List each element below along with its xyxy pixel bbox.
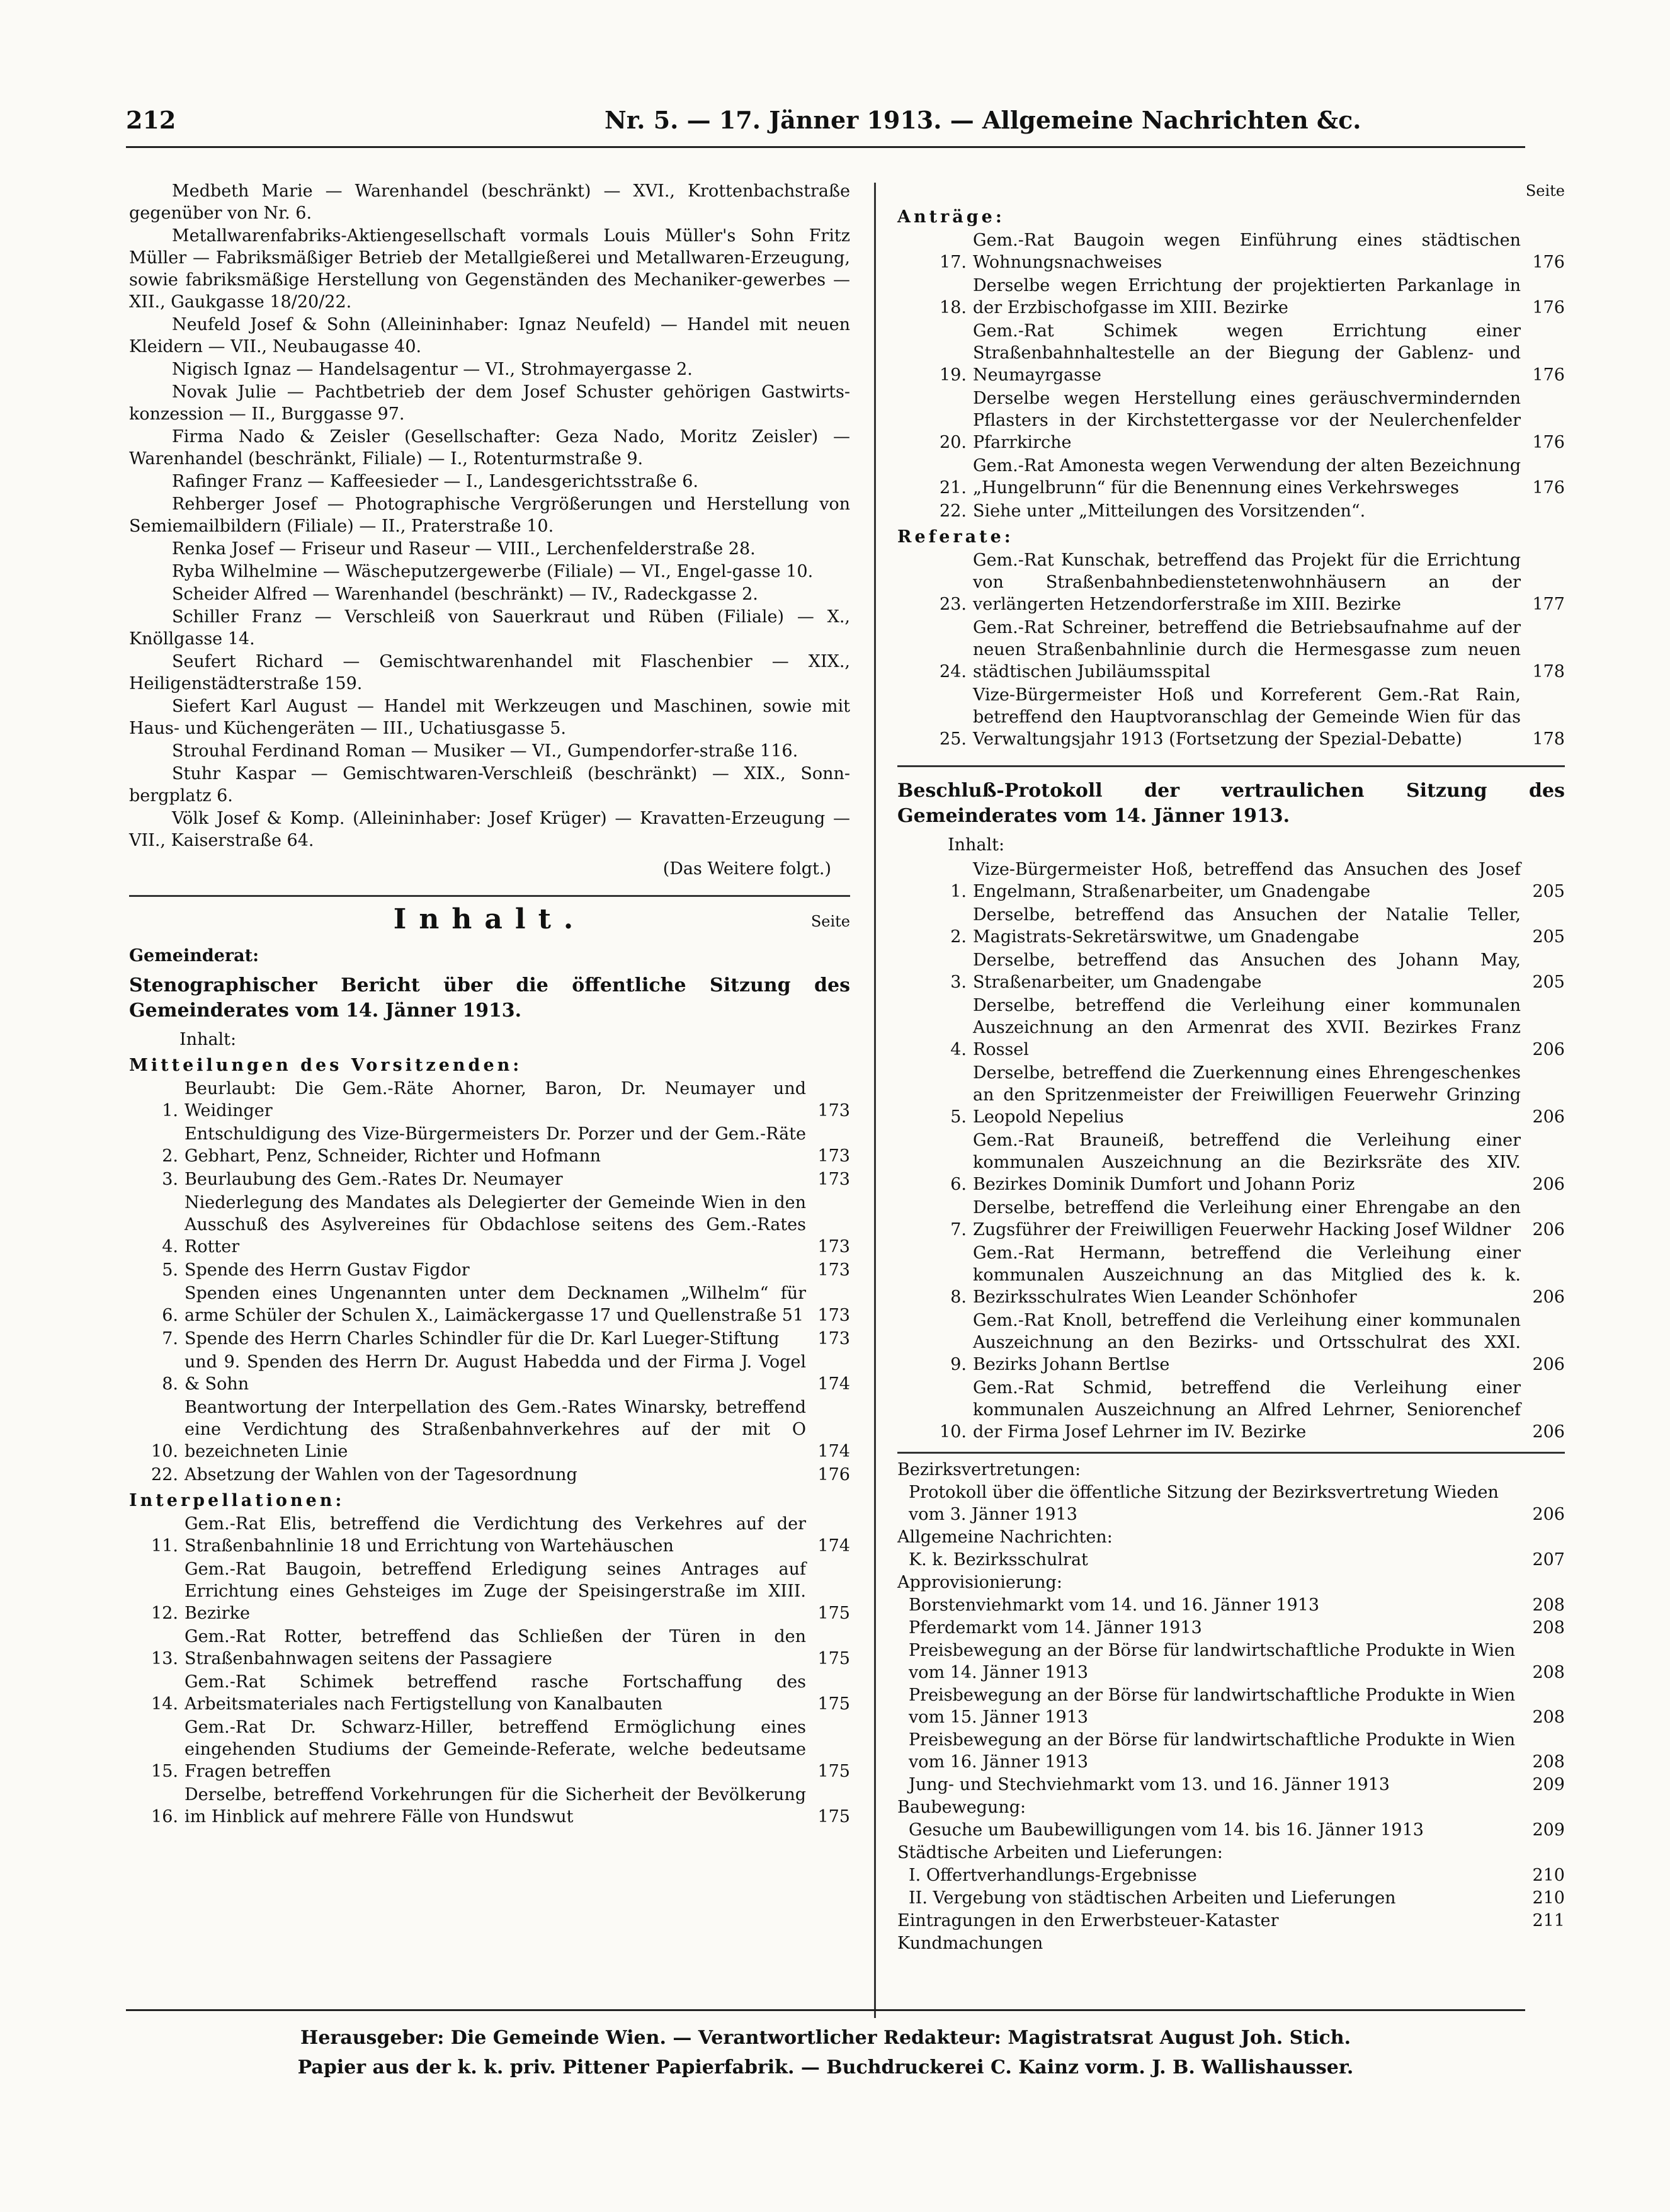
toc-text: Spende des Herrn Charles Schindler für die Dr. Karl Lueger-Stiftung bbox=[185, 1329, 780, 1348]
toc-text: Derselbe, betreffend das Ansuchen der Natalie Teller, Magistrats-Sekretärswitwe, um Gnadengabe bbox=[973, 905, 1521, 947]
toc-number: 10. bbox=[940, 1422, 967, 1442]
toc-page: 173 bbox=[817, 1146, 850, 1166]
toc-number: 4. bbox=[950, 1040, 967, 1059]
toc-item bbox=[129, 1626, 850, 1670]
toc-item bbox=[129, 1168, 850, 1190]
toc-page: 175 bbox=[817, 1649, 850, 1668]
contents-subheading: Inhalt: bbox=[179, 1030, 237, 1049]
toc-text: Derselbe, betreffend die Verleihung einer kommunalen Auszeichnung an den Armenrat des XVII. Bezirkes Franz Rossel bbox=[973, 996, 1521, 1059]
business-registrations bbox=[129, 180, 850, 852]
toc-item bbox=[897, 1242, 1565, 1308]
toc-page: 175 bbox=[817, 1694, 850, 1714]
toc-item bbox=[129, 1784, 850, 1828]
registration-entry: Metallwarenfabriks-Aktiengesellschaft vormals Louis Müller's Sohn Fritz Müller — Fabriksmäßiger Betrieb der Metallgießerei und Metallwaren-Erzeugung, sowie fabriksmäßige Herstellung von Gegenständen des Mechaniker-gewerbes — XII., Gaukgasse 18/20/22. bbox=[129, 226, 850, 312]
section-rule bbox=[897, 1452, 1565, 1454]
toc-page: 173 bbox=[817, 1237, 850, 1257]
toc-text: Gem.-Rat Rotter, betreffend das Schließen der Türen in den Straßenbahnwagen seitens der Passagiere bbox=[185, 1627, 806, 1668]
column-divider bbox=[874, 183, 876, 2018]
toc-item bbox=[129, 1464, 850, 1486]
toc-text: Derselbe wegen Errichtung der projektierten Parkanlage in der Erzbischofgasse im XIII. Bezirke bbox=[973, 276, 1521, 317]
toc-number: 2. bbox=[950, 927, 967, 947]
toc-text: und 9. Spenden des Herrn Dr. August Habedda und der Firma J. Vogel & Sohn bbox=[185, 1352, 806, 1394]
toc-list-referate bbox=[897, 549, 1565, 750]
registration-entry: Stuhr Kaspar — Gemischtwaren-Verschleiß (beschränkt) — XIX., Sonn-bergplatz 6. bbox=[129, 764, 850, 806]
toc-page: 176 bbox=[1532, 478, 1565, 498]
toc-section-heading bbox=[897, 1459, 1565, 1481]
toc-number: 16. bbox=[151, 1807, 178, 1827]
toc-page: 211 bbox=[1532, 1911, 1565, 1930]
toc-text: II. Vergebung von städtischen Arbeiten und Lieferungen bbox=[909, 1888, 1396, 1908]
toc-text: Absetzung der Wahlen von der Tagesordnung bbox=[185, 1465, 577, 1485]
registration-entry: Schiller Franz — Verschleiß von Sauerkraut und Rüben (Filiale) — X., Knöllgasse 14. bbox=[129, 607, 850, 649]
toc-item bbox=[897, 275, 1565, 319]
toc-number: 14. bbox=[151, 1694, 178, 1714]
toc-line-item bbox=[897, 1864, 1565, 1886]
toc-text: Eintragungen in den Erwerbsteuer-Kataster bbox=[897, 1911, 1279, 1930]
toc-item bbox=[129, 1671, 850, 1715]
toc-number: 10. bbox=[151, 1442, 178, 1461]
toc-text: Protokoll über die öffentliche Sitzung der Bezirksvertretung Wieden vom 3. Jänner 1913 bbox=[909, 1483, 1499, 1524]
toc-number: 12. bbox=[151, 1604, 178, 1623]
toc-item bbox=[897, 617, 1565, 683]
page-column-label: Seite bbox=[1525, 182, 1565, 200]
running-title: Nr. 5. — 17. Jänner 1913. — Allgemeine Nachrichten &c. bbox=[605, 106, 1361, 134]
running-header bbox=[126, 106, 1544, 144]
toc-page: 176 bbox=[1532, 253, 1565, 272]
toc-item bbox=[897, 500, 1565, 522]
toc-text: Gem.-Rat Kunschak, betreffend das Projekt für die Errichtung von Straßenbahnbedienstetenwohnhäusern an der verlängerten Hetzendorferstraße im XIII. Bezirke bbox=[973, 550, 1521, 614]
contents-title: Inhalt. bbox=[393, 903, 586, 935]
toc-line-item bbox=[897, 1594, 1565, 1616]
toc-number: 5. bbox=[162, 1260, 178, 1280]
section-referate: Referate: bbox=[897, 527, 1014, 547]
section-gemeinderat: Gemeinderat: bbox=[129, 946, 259, 966]
toc-number: 7. bbox=[162, 1329, 178, 1348]
toc-number: 25. bbox=[940, 729, 967, 749]
toc-list-interpellationen bbox=[129, 1513, 850, 1828]
toc-item bbox=[129, 1259, 850, 1281]
toc-item bbox=[897, 1377, 1565, 1443]
toc-list-protocol bbox=[897, 858, 1565, 1443]
toc-text: Entschuldigung des Vize-Bürgermeisters Dr. Porzer und der Gem.-Räte Gebhart, Penz, Schneider, Richter und Hofmann bbox=[185, 1124, 806, 1166]
toc-text: Bezirksvertretungen: bbox=[897, 1460, 1081, 1479]
toc-section-heading bbox=[897, 1796, 1565, 1818]
section-interpellationen: Interpellationen: bbox=[129, 1491, 345, 1510]
toc-number: 6. bbox=[162, 1306, 178, 1325]
toc-page: 208 bbox=[1532, 1618, 1565, 1638]
toc-page: 205 bbox=[1532, 927, 1565, 947]
registration-entry: Völk Josef & Komp. (Alleininhaber: Josef Krüger) — Kravatten-Erzeugung — VII., Kaiserstraße 64. bbox=[129, 809, 850, 850]
toc-page: 173 bbox=[817, 1101, 850, 1120]
section-mitteilungen: Mitteilungen des Vorsitzenden: bbox=[129, 1056, 523, 1075]
toc-item bbox=[129, 1558, 850, 1624]
toc-list-misc bbox=[897, 1459, 1565, 1954]
toc-line-item bbox=[897, 1617, 1565, 1639]
toc-text: Spenden eines Ungenannten unter dem Decknamen „Wilhelm“ für arme Schüler der Schulen X., Laimäckergasse 17 und Quellenstraße 51 bbox=[185, 1284, 806, 1325]
toc-number: 9. bbox=[950, 1355, 967, 1374]
registration-entry: Seufert Richard — Gemischtwarenhandel mit Flaschenbier — XIX., Heiligenstädterstraße 159. bbox=[129, 652, 850, 693]
toc-line-item bbox=[897, 1819, 1565, 1841]
toc-line-item bbox=[897, 1481, 1565, 1525]
footer-rule bbox=[126, 2009, 1525, 2011]
toc-line-item bbox=[897, 1774, 1565, 1796]
toc-text: I. Offertverhandlungs-Ergebnisse bbox=[909, 1866, 1197, 1885]
toc-text: Gem.-Rat Schmid, betreffend die Verleihung einer kommunalen Auszeichnung an Alfred Lehrner, Seniorenchef der Firma Josef Lehrner im IV. Bezirke bbox=[973, 1378, 1521, 1442]
toc-page: 206 bbox=[1532, 1505, 1565, 1524]
toc-number: 17. bbox=[940, 253, 967, 272]
toc-page: 208 bbox=[1532, 1707, 1565, 1727]
header-rule bbox=[126, 146, 1525, 148]
toc-text: Vize-Bürgermeister Hoß, betreffend das Ansuchen des Josef Engelmann, Straßenarbeiter, um Gnadengabe bbox=[973, 860, 1521, 901]
toc-number: 22. bbox=[151, 1465, 178, 1485]
toc-number: 6. bbox=[950, 1175, 967, 1194]
toc-line-item bbox=[897, 1887, 1565, 1909]
toc-item bbox=[129, 1716, 850, 1782]
toc-text: Jung- und Stechviehmarkt vom 13. und 16. Jänner 1913 bbox=[909, 1775, 1390, 1794]
toc-page: 176 bbox=[1532, 365, 1565, 385]
toc-number: 1. bbox=[162, 1101, 178, 1120]
toc-text: Derselbe wegen Herstellung eines geräuschvermindernden Pflasters in der Kirchstettergasse vor der Neulerchenfelder Pfarrkirche bbox=[973, 389, 1521, 452]
toc-number: 3. bbox=[950, 972, 967, 992]
registration-entry: Siefert Karl August — Handel mit Werkzeugen und Maschinen, sowie mit Haus- und Küchengeräten — III., Uchatiusgasse 5. bbox=[129, 697, 850, 738]
toc-item bbox=[897, 549, 1565, 615]
toc-page: 206 bbox=[1532, 1422, 1565, 1442]
toc-item bbox=[129, 1192, 850, 1258]
toc-number: 4. bbox=[162, 1237, 178, 1257]
toc-text: Beurlaubt: Die Gem.-Räte Ahorner, Baron, Dr. Neumayer und Weidinger bbox=[185, 1079, 806, 1120]
toc-text: Gem.-Rat Schimek betreffend rasche Fortschaffung des Arbeitsmateriales nach Fertigstellung von Kanalbauten bbox=[185, 1672, 806, 1714]
toc-text: Städtische Arbeiten und Lieferungen: bbox=[897, 1843, 1223, 1862]
registration-entry: Neufeld Josef & Sohn (Alleininhaber: Ignaz Neufeld) — Handel mit neuen Kleidern — VII., Neubaugasse 40. bbox=[129, 315, 850, 356]
registration-entry: Rehberger Josef — Photographische Vergrößerungen und Herstellung von Semiemailbildern (Filiale) — II., Praterstraße 10. bbox=[129, 494, 850, 536]
toc-section-heading bbox=[897, 1842, 1565, 1864]
toc-item bbox=[897, 1197, 1565, 1241]
toc-number: 8. bbox=[950, 1287, 967, 1307]
registration-entry: Nigisch Ignaz — Handelsagentur — VI., Strohmayergasse 2. bbox=[172, 360, 693, 379]
contents-subheading: Inhalt: bbox=[948, 835, 1005, 855]
toc-item bbox=[897, 858, 1565, 903]
toc-line-item bbox=[897, 1729, 1565, 1773]
toc-page: 173 bbox=[817, 1306, 850, 1325]
toc-page: 208 bbox=[1532, 1752, 1565, 1772]
toc-number: 8. bbox=[162, 1374, 178, 1394]
toc-line-item bbox=[897, 1684, 1565, 1728]
section-rule bbox=[897, 765, 1565, 767]
toc-text: Gem.-Rat Elis, betreffend die Verdichtung des Verkehres auf der Straßenbahnlinie 18 und Errichtung von Wartehäuschen bbox=[185, 1514, 806, 1556]
toc-list-antraege bbox=[897, 229, 1565, 522]
toc-number: 11. bbox=[151, 1536, 178, 1556]
toc-section-heading bbox=[897, 1571, 1565, 1593]
registration-entry: Rafinger Franz — Kaffeesieder — I., Landesgerichtsstraße 6. bbox=[172, 472, 698, 491]
toc-text: Gem.-Rat Hermann, betreffend die Verleihung einer kommunalen Auszeichnung an das Mitglied des k. k. Bezirksschulrates Wien Leander Schönhofer bbox=[973, 1243, 1521, 1307]
toc-number: 18. bbox=[940, 298, 967, 317]
protocol-title: Beschluß-Protokoll der vertraulichen Sitzung des Gemeinderates vom 14. Jänner 1913. bbox=[897, 780, 1565, 827]
section-antraege: Anträge: bbox=[897, 207, 1005, 227]
toc-item bbox=[897, 995, 1565, 1061]
toc-page: 206 bbox=[1532, 1287, 1565, 1307]
toc-item bbox=[897, 455, 1565, 499]
toc-number: 5. bbox=[950, 1107, 967, 1127]
toc-page: 206 bbox=[1532, 1355, 1565, 1374]
toc-page: 174 bbox=[817, 1536, 850, 1556]
toc-text: Niederlegung des Mandates als Delegierter der Gemeinde Wien in den Ausschuß des Asylvereines für Obdachlose seitens des Gem.-Rates Rotter bbox=[185, 1193, 806, 1257]
page-column-label: Seite bbox=[810, 913, 850, 930]
toc-number: 21. bbox=[940, 478, 967, 498]
toc-page: 176 bbox=[817, 1465, 850, 1485]
toc-text: Beantwortung der Interpellation des Gem.-Rates Winarsky, betreffend eine Verdichtung des Straßenbahnverkehres auf der mit O bezeichneten Linie bbox=[185, 1398, 806, 1461]
toc-text: Pferdemarkt vom 14. Jänner 1913 bbox=[909, 1618, 1202, 1638]
toc-item bbox=[129, 1513, 850, 1557]
toc-line-item bbox=[897, 1639, 1565, 1684]
toc-page: 174 bbox=[817, 1374, 850, 1394]
toc-text: Spende des Herrn Gustav Figdor bbox=[185, 1260, 470, 1280]
toc-text: Derselbe, betreffend die Zuerkennung eines Ehrengeschenkes an den Spritzenmeister der Freiwilligen Feuerwehr Grinzing Leopold Nepelius bbox=[973, 1063, 1521, 1127]
registration-entry: Novak Julie — Pachtbetrieb der dem Josef Schuster gehörigen Gastwirts-konzession — II., Burggasse 97. bbox=[129, 382, 850, 424]
toc-page: 209 bbox=[1532, 1820, 1565, 1840]
toc-page: 175 bbox=[817, 1807, 850, 1827]
toc-text: Gesuche um Baubewilligungen vom 14. bis 16. Jänner 1913 bbox=[909, 1820, 1424, 1840]
toc-number: 23. bbox=[940, 595, 967, 614]
toc-page: 205 bbox=[1532, 882, 1565, 901]
toc-text: Derselbe, betreffend die Verleihung einer Ehrengabe an den Zugsführer der Freiwilligen Feuerwehr Hacking Josef Wildner bbox=[973, 1198, 1521, 1240]
toc-page: 210 bbox=[1532, 1866, 1565, 1885]
toc-number: 24. bbox=[940, 662, 967, 681]
toc-number: 20. bbox=[940, 433, 967, 452]
toc-page: 206 bbox=[1532, 1220, 1565, 1240]
toc-text: Gem.-Rat Schimek wegen Errichtung einer Straßenbahnhaltestelle an der Biegung der Gablenz- und Neumayrgasse bbox=[973, 321, 1521, 385]
toc-item bbox=[897, 229, 1565, 273]
toc-text: Gem.-Rat Amonesta wegen Verwendung der alten Bezeichnung „Hungelbrunn“ für die Benennung eines Verkehrsweges bbox=[973, 456, 1521, 498]
toc-text: Borstenviehmarkt vom 14. und 16. Jänner 1913 bbox=[909, 1595, 1319, 1615]
toc-item bbox=[897, 684, 1565, 750]
toc-section-heading bbox=[897, 1932, 1565, 1954]
toc-number: 7. bbox=[950, 1220, 967, 1240]
toc-text: Vize-Bürgermeister Hoß und Korreferent Gem.-Rat Rain, betreffend den Hauptvoranschlag der Gemeinde Wien für das Verwaltungsjahr 1913 (Fortsetzung der Spezial-Debatte) bbox=[973, 685, 1521, 749]
registration-entry: Ryba Wilhelmine — Wäscheputzergewerbe (Filiale) — VI., Engel-gasse 10. bbox=[172, 562, 814, 581]
to-be-continued: (Das Weitere folgt.) bbox=[662, 859, 831, 879]
toc-text: Gem.-Rat Dr. Schwarz-Hiller, betreffend Ermöglichung eines eingehenden Studiums der Gemeinde-Referate, welche bedeutsame Fragen betreffen bbox=[185, 1718, 806, 1781]
toc-page: 206 bbox=[1532, 1040, 1565, 1059]
toc-number: 19. bbox=[940, 365, 967, 385]
toc-text: Allgemeine Nachrichten: bbox=[897, 1527, 1113, 1547]
toc-text: Gem.-Rat Baugoin wegen Einführung eines städtischen Wohnungsnachweises bbox=[973, 231, 1521, 272]
right-column bbox=[897, 180, 1565, 1955]
registration-entry: Medbeth Marie — Warenhandel (beschränkt) — XVI., Krottenbachstraße gegenüber von Nr. 6. bbox=[129, 181, 850, 223]
toc-number: 13. bbox=[151, 1649, 178, 1668]
toc-section-heading bbox=[897, 1526, 1565, 1548]
toc-page: 173 bbox=[817, 1260, 850, 1280]
imprint-publisher: Herausgeber: Die Gemeinde Wien. — Verantwortlicher Redakteur: Magistratsrat August Joh. Stich. bbox=[300, 2027, 1351, 2049]
toc-text: Preisbewegung an der Börse für landwirtschaftliche Produkte in Wien vom 15. Jänner 1913 bbox=[909, 1685, 1516, 1727]
toc-text: Derselbe, betreffend Vorkehrungen für die Sicherheit der Bevölkerung im Hinblick auf mehrere Fälle von Hundswut bbox=[185, 1785, 806, 1827]
toc-page: 175 bbox=[817, 1604, 850, 1623]
toc-page: 177 bbox=[1532, 595, 1565, 614]
toc-page: 176 bbox=[1532, 433, 1565, 452]
toc-text: Kundmachungen bbox=[897, 1934, 1043, 1953]
toc-page: 176 bbox=[1532, 298, 1565, 317]
toc-number: 3. bbox=[162, 1170, 178, 1189]
toc-item bbox=[129, 1078, 850, 1122]
registration-entry: Firma Nado & Zeisler (Gesellschafter: Geza Nado, Moritz Zeisler) — Warenhandel (beschränkt, Filiale) — I., Rotenturmstraße 9. bbox=[129, 427, 850, 469]
toc-number: 2. bbox=[162, 1146, 178, 1166]
toc-text: Approvisionierung: bbox=[897, 1573, 1062, 1592]
report-title: Stenographischer Bericht über die öffentliche Sitzung des Gemeinderates vom 14. Jänner 1913. bbox=[129, 974, 850, 1022]
toc-text: Siehe unter „Mitteilungen des Vorsitzenden“. bbox=[973, 501, 1366, 521]
registration-entry: Strouhal Ferdinand Roman — Musiker — VI., Gumpendorfer-straße 116. bbox=[172, 741, 798, 761]
toc-page: 173 bbox=[817, 1329, 850, 1348]
toc-page: 174 bbox=[817, 1442, 850, 1461]
section-rule bbox=[129, 895, 850, 897]
toc-list-mitteilungen bbox=[129, 1078, 850, 1486]
toc-page: 206 bbox=[1532, 1107, 1565, 1127]
toc-page: 207 bbox=[1532, 1550, 1565, 1570]
toc-page: 208 bbox=[1532, 1663, 1565, 1682]
toc-text: Gem.-Rat Schreiner, betreffend die Betriebsaufnahme auf der neuen Straßenbahnlinie durch die Hermesgasse zum neuen städtischen Jubiläumsspital bbox=[973, 618, 1521, 681]
toc-page: 205 bbox=[1532, 972, 1565, 992]
toc-number: 1. bbox=[950, 882, 967, 901]
toc-item bbox=[129, 1123, 850, 1167]
registration-entry: Scheider Alfred — Warenhandel (beschränkt) — IV., Radeckgasse 2. bbox=[172, 584, 758, 604]
toc-page: 175 bbox=[817, 1762, 850, 1781]
toc-item bbox=[897, 387, 1565, 453]
toc-item bbox=[129, 1328, 850, 1350]
registration-entry: Renka Josef — Friseur und Raseur — VIII., Lerchenfelderstraße 28. bbox=[172, 539, 756, 559]
toc-page: 178 bbox=[1532, 729, 1565, 749]
toc-item bbox=[129, 1282, 850, 1326]
toc-item bbox=[897, 1309, 1565, 1376]
toc-page: 209 bbox=[1532, 1775, 1565, 1794]
page-number: 212 bbox=[126, 106, 176, 134]
toc-text: Gem.-Rat Knoll, betreffend die Verleihung einer kommunalen Auszeichnung an den Bezirks- und Ortsschulrat des XXI. Bezirks Johann Bertlse bbox=[973, 1311, 1521, 1374]
toc-text: Gem.-Rat Brauneiß, betreffend die Verleihung einer kommunalen Auszeichnung an die Bezirksräte des XIV. Bezirkes Dominik Dumfort und Johann Poriz bbox=[973, 1131, 1521, 1194]
toc-text: Gem.-Rat Baugoin, betreffend Erledigung seines Antrages auf Errichtung eines Gehsteiges im Zuge der Speisingerstraße im XIII. Bezirke bbox=[185, 1559, 806, 1623]
toc-page: 208 bbox=[1532, 1595, 1565, 1615]
toc-item bbox=[897, 949, 1565, 993]
toc-text: Preisbewegung an der Börse für landwirtschaftliche Produkte in Wien vom 16. Jänner 1913 bbox=[909, 1730, 1516, 1772]
toc-page: 206 bbox=[1532, 1175, 1565, 1194]
toc-item bbox=[897, 320, 1565, 386]
toc-item bbox=[897, 1062, 1565, 1128]
toc-page: 173 bbox=[817, 1170, 850, 1189]
toc-item bbox=[129, 1351, 850, 1395]
toc-item bbox=[897, 904, 1565, 948]
toc-page: 210 bbox=[1532, 1888, 1565, 1908]
toc-section-heading bbox=[897, 1910, 1565, 1932]
toc-text: Preisbewegung an der Börse für landwirtschaftliche Produkte in Wien vom 14. Jänner 1913 bbox=[909, 1641, 1516, 1682]
toc-text: Beurlaubung des Gem.-Rates Dr. Neumayer bbox=[185, 1170, 563, 1189]
toc-item bbox=[129, 1396, 850, 1462]
toc-item bbox=[897, 1129, 1565, 1195]
contents-heading bbox=[129, 903, 850, 941]
toc-page: 178 bbox=[1532, 662, 1565, 681]
left-column bbox=[129, 180, 850, 1829]
toc-number: 15. bbox=[151, 1762, 178, 1781]
toc-text: K. k. Bezirksschulrat bbox=[909, 1550, 1088, 1570]
imprint-printer: Papier aus der k. k. priv. Pittener Papierfabrik. — Buchdruckerei C. Kainz vorm. J. B. Wallishausser. bbox=[297, 2056, 1354, 2078]
toc-text: Baubewegung: bbox=[897, 1798, 1026, 1817]
toc-line-item bbox=[897, 1549, 1565, 1571]
toc-text: Derselbe, betreffend das Ansuchen des Johann May, Straßenarbeiter, um Gnadengabe bbox=[973, 950, 1521, 992]
toc-number: 22. bbox=[940, 501, 967, 521]
